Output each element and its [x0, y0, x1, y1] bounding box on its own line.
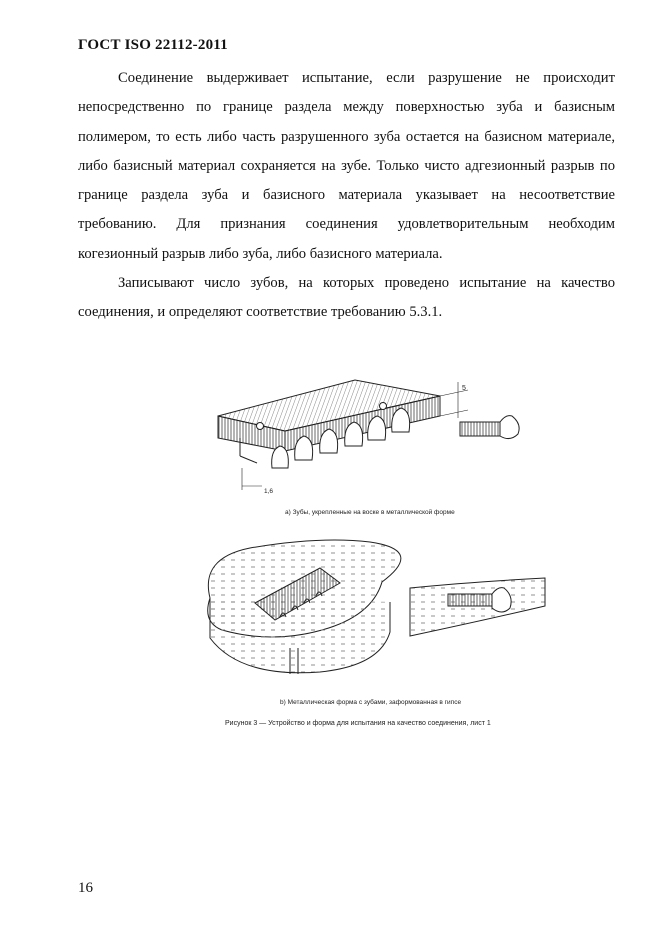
paragraph-2: Записывают число зубов, на которых проведено испытание на качество соединения, и определяют соответствие требованию 5.3.1.: [78, 275, 615, 321]
figure-3: [200, 368, 570, 748]
figure-b-plaster-mould: [208, 540, 545, 674]
body-text: [78, 64, 615, 328]
caption-main: Рисунок 3 — Устройство и форма для испытания на качество соединения, лист 1: [225, 720, 491, 727]
caption-b: b) Металлическая форма с зубами, заформованная в гипсе: [280, 699, 462, 706]
paragraph-1: Соединение выдерживает испытание, если разрушение не происходит непосредственно по границе раздела между поверхностью зуба и базисным полимером, то есть либо часть разрушенного зуба остается на базисном материале, либо базисный материал сохраняется на зубе. Только чисто адгезионный разрыв по границе раздела зуба и базисного материала указывает на несоответствие требованию. Для признания соединения удовлетворительным необходим когезионный разрыв либо зуба, либо базисного материала.: [78, 70, 615, 262]
page-number: 16: [78, 880, 93, 896]
dimension-1-6-label: 1,6: [264, 488, 274, 495]
dimension-5-label: 5: [462, 385, 466, 392]
figure-a-mould: [218, 380, 519, 490]
caption-a: а) Зубы, укрепленные на воске в металлической форме: [285, 509, 455, 516]
document-header: ГОСТ ISO 22112-2011: [78, 37, 228, 53]
